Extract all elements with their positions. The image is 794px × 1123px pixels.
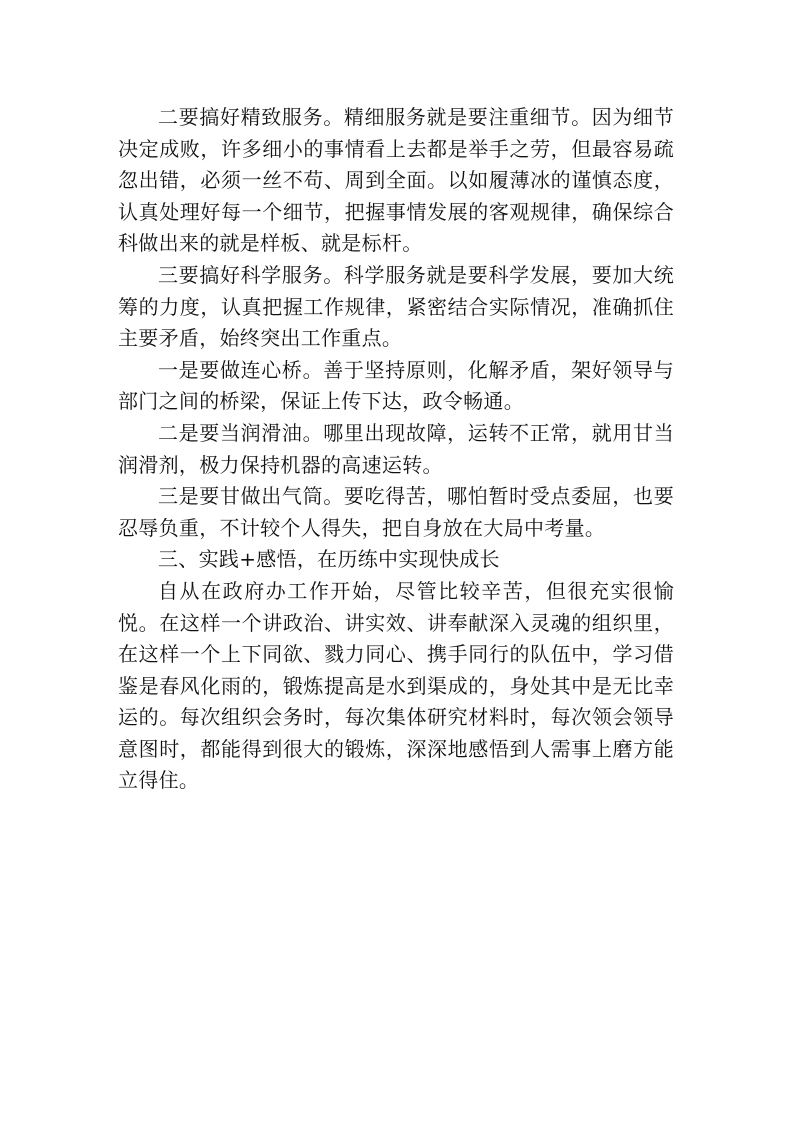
paragraph-vent: 三是要甘做出气筒。要吃得苦，哪怕暂时受点委屈，也要忍辱负重，不计较个人得失，把自身放在大局中考量。 [118, 484, 674, 540]
paragraph-bridge: 一是要做连心桥。善于坚持原则，化解矛盾，架好领导与部门之间的桥梁，保证上传下达，政令畅通。 [118, 357, 674, 414]
paragraph-experience: 自从在政府办工作开始，尽管比较辛苦，但很充实很愉悦。在这样一个讲政治、讲实效、讲奉献深入灵魂的组织里，在这样一个上下同欲、戮力同心、携手同行的队伍中，学习借鉴是春风化雨的，锻炼提高是水到渠成的，身处其中是无比幸运的。每次组织会务时，每次集体研究材料时，每次领会领导意图时，都能得到很大的锻炼，深深地感悟到人需事上磨方能立得住。 [118, 578, 674, 793]
document-page [118, 102, 674, 797]
section-heading: 三、实践+感悟，在历练中实现快成长 [158, 547, 500, 572]
paragraph-scientific-service: 三要搞好科学服务。科学服务就是要科学发展，要加大统筹的力度，认真把握工作规律，紧密结合实际情况，准确抓住主要矛盾，始终突出工作重点。 [118, 262, 674, 351]
paragraph-precise-service: 二要搞好精致服务。精细服务就是要注重细节。因为细节决定成败，许多细小的事情看上去都是举手之劳，但最容易疏忽出错，必须一丝不苟、周到全面。以如履薄冰的谨慎态度，认真处理好每一个细节，把握事情发展的客观规律，确保综合科做出来的就是样板、就是标杆。 [118, 105, 674, 256]
paragraph-lubricant: 二是要当润滑油。哪里出现故障，运转不正常，就用甘当润滑剂，极力保持机器的高速运转。 [118, 420, 674, 477]
